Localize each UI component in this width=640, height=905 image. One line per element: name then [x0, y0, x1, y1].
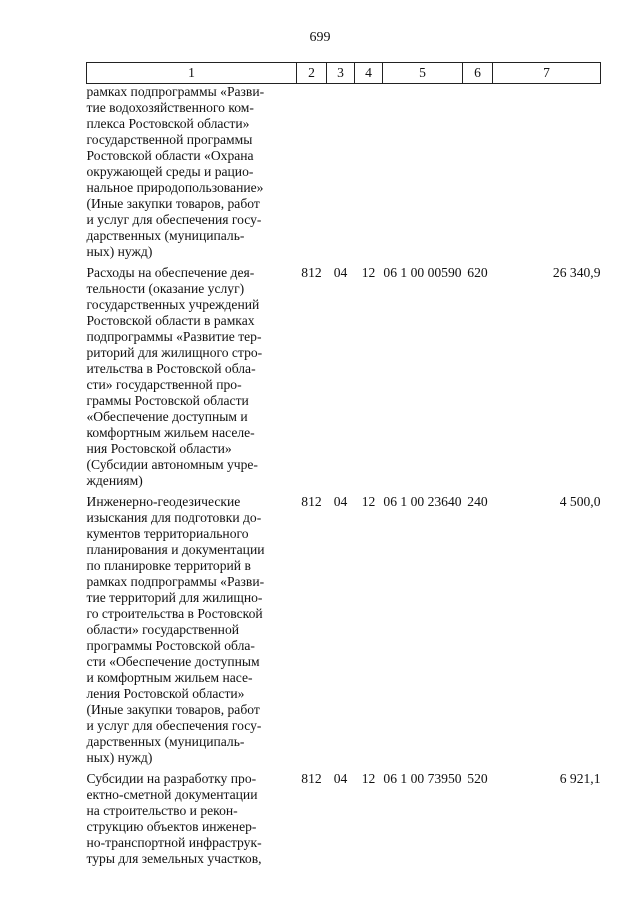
expense-type-code: 520	[467, 771, 488, 786]
ministry-code: 812	[301, 771, 322, 786]
section-code: 04	[333, 494, 348, 509]
target-article-code	[383, 84, 463, 266]
expense-type-code: 620	[467, 265, 488, 280]
budget-table	[86, 62, 601, 872]
header-col-7: 7	[493, 63, 601, 84]
row-description: рамках подпрограммы «Разви- тие водохозяйственного ком- плекса Ростовской области» государственной программы Ростовской области «Охрана окружающей среды и рацио- нальное природопользование» (Иные закупки товаров, работ и услуг для обеспечения госу- дарственных (муниципаль- ных) нужд)	[86, 84, 265, 259]
subsection-code	[355, 84, 383, 266]
subsection-code: 12	[361, 771, 376, 786]
expense-type-code: 240	[467, 494, 488, 509]
header-col-3: 3	[327, 63, 355, 84]
ministry-code: 812	[301, 265, 322, 280]
header-col-4: 4	[355, 63, 383, 84]
section-code: 04	[333, 265, 348, 280]
table-row	[87, 494, 601, 771]
expense-type-code	[463, 84, 493, 266]
ministry-code	[297, 84, 327, 266]
target-article-code: 06 1 00 73950	[383, 771, 462, 786]
header-col-2: 2	[297, 63, 327, 84]
section-code: 04	[333, 771, 348, 786]
ministry-code: 812	[301, 494, 322, 509]
amount: 6 921,1	[559, 771, 601, 786]
amount: 4 500,0	[559, 494, 601, 509]
row-description: Инженерно-геодезические изыскания для подготовки до- кументов территориального планирования и документации по планировке территорий в рамках подпрограммы «Разви- тие территорий для жилищно- го строительства в Ростовской области» государственной программы Ростовской обла- сти «Обеспечение доступным и комфортным жильем насе- ления Ростовской области» (Иные закупки товаров, работ и услуг для обеспечения госу- дарственных (муниципаль- ных) нужд)	[86, 494, 265, 765]
amount	[493, 84, 601, 266]
table-row	[87, 84, 601, 266]
table-row	[87, 265, 601, 494]
page-number: 699	[309, 30, 331, 45]
subsection-code: 12	[361, 494, 376, 509]
row-description: Расходы на обеспечение дея- тельности (оказание услуг) государственных учреждений Ростовской области в рамках подпрограммы «Развитие тер- риторий для жилищного стро- ительства в Ростовской обла- сти» государственной про- граммы Ростовской области «Обеспечение доступным и комфортным жильем населе- ния Ростовской области» (Субсидии автономным учре- ждениям)	[86, 265, 263, 488]
section-code	[327, 84, 355, 266]
amount: 26 340,9	[552, 265, 601, 280]
table-row	[87, 771, 601, 872]
header-col-5: 5	[383, 63, 463, 84]
target-article-code: 06 1 00 00590	[383, 265, 462, 280]
subsection-code: 12	[361, 265, 376, 280]
header-col-6: 6	[463, 63, 493, 84]
header-col-1: 1	[87, 63, 297, 84]
header-row	[87, 63, 601, 84]
row-description: Субсидии на разработку про- ектно-сметной документации на строительство и рекон- струкцию объектов инженер- но-транспортной инфраструк- туры для земельных участков,	[86, 771, 262, 866]
target-article-code: 06 1 00 23640	[383, 494, 462, 509]
